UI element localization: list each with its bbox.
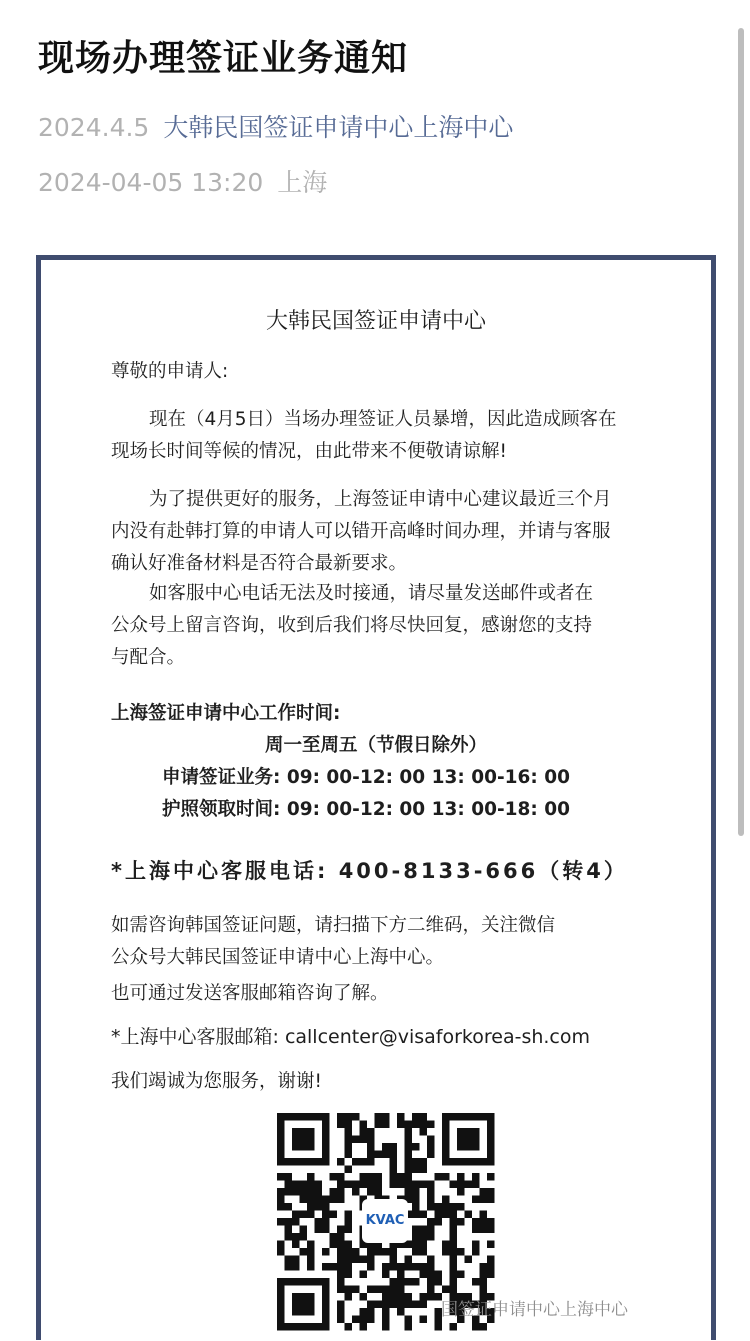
wechat-line1: 如需咨询韩国签证问题，请扫描下方二维码，关注微信: [111, 915, 556, 936]
article-title: 现场办理签证业务通知: [38, 38, 409, 79]
wechat-line2: 公众号大韩民国签证申请中心上海中心。: [111, 947, 445, 968]
kvac-logo: KVAC: [362, 1199, 408, 1243]
notice-para2-line3: 确认好准备材料是否符合最新要求。: [111, 553, 408, 574]
image-watermark: 国签证申请中心上海中心: [441, 1300, 628, 1320]
article-meta-account-line: [38, 108, 513, 144]
notice-para1-line2: 现场长时间等候的情况，由此带来不便敬请谅解!: [111, 441, 507, 462]
publish-location: 上海: [277, 168, 328, 197]
notice-para1-line1: 现在（4月5日）当场办理签证人员暴增，因此造成顾客在: [149, 409, 617, 430]
hours-visa: 申请签证业务: 09: 00-12: 00 13: 00-16: 00: [162, 767, 570, 788]
service-email: *上海中心客服邮箱: callcenter@visaforkorea-sh.com: [111, 1026, 590, 1048]
thanks-text: 我们竭诚为您服务，谢谢!: [111, 1071, 322, 1092]
service-phone: *上海中心客服电话: 400-8133-666（转4）: [111, 859, 628, 883]
notice-image: [36, 255, 716, 1340]
hours-passport: 护照领取时间: 09: 00-12: 00 13: 00-18: 00: [162, 799, 570, 820]
article-meta-time-line: [38, 163, 327, 199]
notice-greeting: 尊敬的申请人:: [111, 361, 229, 382]
hours-days: 周一至周五（节假日除外）: [264, 735, 487, 756]
scrollbar[interactable]: [738, 28, 744, 836]
notice-para3-line3: 与配合。: [111, 647, 186, 668]
notice-para3-line1: 如客服中心电话无法及时接通，请尽量发送邮件或者在: [149, 583, 594, 604]
notice-title: 大韩民国签证申请中心: [265, 309, 486, 334]
publish-timestamp: 2024-04-05 13:20: [38, 168, 264, 197]
notice-para2-line2: 内没有赴韩打算的申请人可以错开高峰时间办理，并请与客服: [111, 521, 611, 542]
email-note: 也可通过发送客服邮箱咨询了解。: [111, 983, 389, 1004]
hours-title: 上海签证申请中心工作时间:: [111, 703, 341, 724]
publish-date: 2024.4.5: [38, 113, 150, 142]
notice-para2-line1: 为了提供更好的服务，上海签证申请中心建议最近三个月: [149, 489, 612, 510]
notice-para3-line2: 公众号上留言咨询，收到后我们将尽快回复，感谢您的支持: [111, 615, 593, 636]
account-name-link[interactable]: 大韩民国签证申请中心上海中心: [163, 113, 514, 142]
